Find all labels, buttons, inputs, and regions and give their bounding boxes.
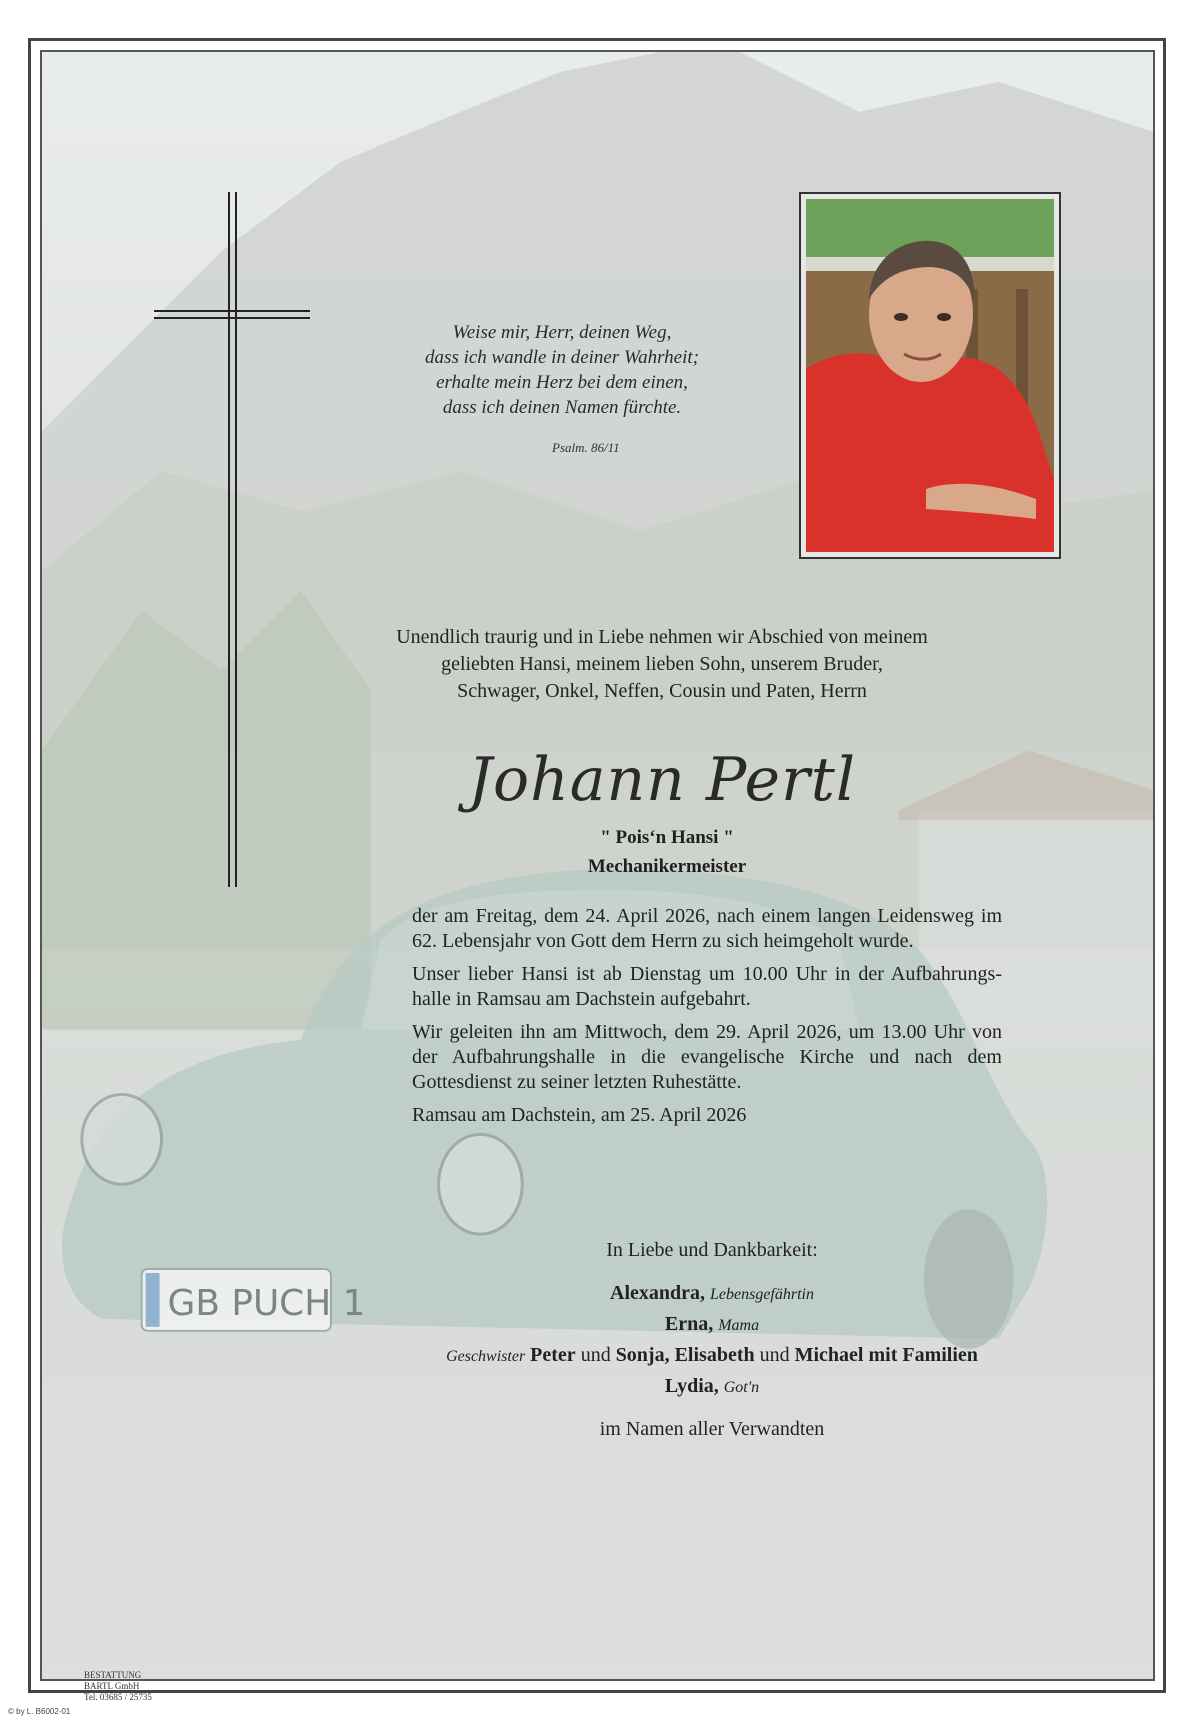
mourner-name: Erna, [664,1313,714,1335]
body-paragraph: Unser lieber Hansi ist ab Dienstag um 10.00 Uhr in der Aufbahrungs-halle in Ramsau am Dachstein aufgebahrt. [412,963,1002,1010]
license-plate-text: GB PUCH 1 [167,1282,366,1324]
body-paragraph: der am Freitag, dem 24. April 2026, nach einem langen Leidensweg im 62. Lebensjahr von Gott dem Herrn zu sich heimgeholt wurde. [412,905,1002,952]
sibling-name: Sonja, [615,1344,670,1366]
portrait-photo [806,199,1054,552]
notice-frame [40,50,1155,1702]
deceased-profession: Mechanikermeister [587,856,747,877]
godchild-line [382,1371,1042,1402]
mourner-line [382,1278,1042,1309]
undertaker-line: Tel. 03685 / 25735 [84,1692,152,1702]
godchild-role: Got'n [723,1379,760,1396]
siblings-connector: und [580,1344,611,1366]
psalm-line: dass ich wandle in deiner Wahrheit; [425,347,699,368]
cross-vertical-bar [235,192,237,887]
portrait-photo-frame [799,192,1061,559]
godchild-name: Lydia, [664,1375,719,1397]
copyright-note: © by L. B6002-01 [8,1707,71,1716]
psalm-line: dass ich deinen Namen fürchte. [442,397,682,418]
undertaker-line: BESTATTUNG [84,1670,142,1680]
undertaker-imprint [84,1670,164,1703]
psalm-verse [402,320,722,420]
siblings-prefix: Geschwister [446,1348,526,1365]
body-paragraph: Wir geleiten ihn am Mittwoch, dem 29. April 2026, um 13.00 Uhr von der Aufbahrungshalle in die evangelische Kirche und nach dem Gottesdienst zu seiner letzten Ruhestätte. [412,1021,1002,1093]
deceased-nickname: " Pois‘n Hansi " [600,827,734,848]
psalm-reference: Psalm. 86/11 [552,440,620,455]
intro-line: Unendlich traurig und in Liebe nehmen wir Abschied von meinem [396,626,928,648]
cross-horizontal-bar [154,317,310,319]
cross-horizontal-bar [154,310,310,312]
mourner-role: Mama [718,1317,760,1334]
notice-body [412,904,1002,1136]
siblings-line [382,1340,1042,1371]
intro-line: Schwager, Onkel, Neffen, Cousin und Paten, Herrn [457,680,867,702]
mourners-block [382,1235,1042,1445]
mourner-role: Lebensgefährtin [710,1286,814,1303]
place-date: Ramsau am Dachstein, am 25. April 2026 [412,1104,747,1126]
closing-footer: im Namen aller Verwandten [599,1418,825,1440]
closing-heading: In Liebe und Dankbarkeit: [606,1239,818,1261]
psalm-line: Weise mir, Herr, deinen Weg, [452,322,672,343]
mourner-line [382,1309,1042,1340]
sibling-name: Peter [530,1344,576,1366]
sibling-name: Elisabeth [674,1344,755,1366]
siblings-suffix: mit Familien [868,1344,978,1366]
psalm-line: erhalte mein Herz bei dem einen, [436,372,688,393]
undertaker-line: BARTL GmbH [84,1681,140,1691]
intro-text [392,624,932,705]
mourner-name: Alexandra, [610,1282,705,1304]
deceased-name: Johann Pertl [467,745,857,815]
intro-line: geliebten Hansi, meinem lieben Sohn, unserem Bruder, [441,653,883,675]
cross-vertical-bar [228,192,230,887]
sibling-name: Michael [794,1344,864,1366]
siblings-connector: und [759,1344,790,1366]
